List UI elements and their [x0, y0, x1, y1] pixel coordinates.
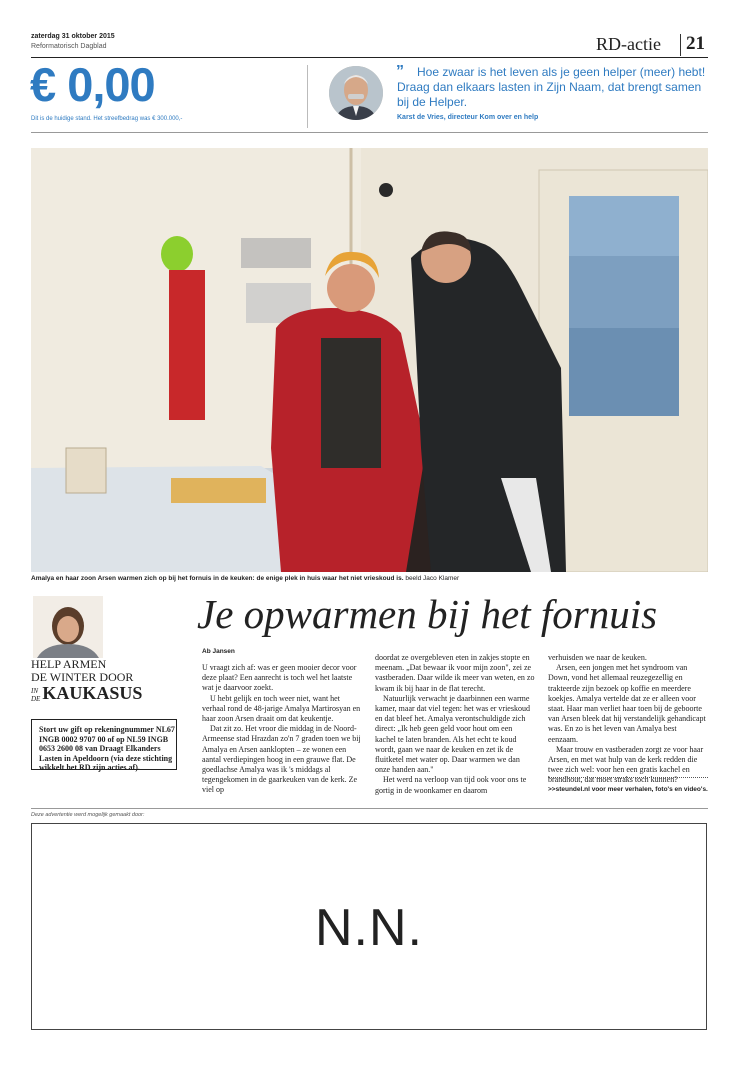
- donation-box: Stort uw gift op rekeningnummer NL67 INGB 0002 9707 00 of op NL59 INGB 0653 2600 08 van Draagt Elkanders Lasten in Apeldoorn (via deze stichting wikkelt het RD zijn acties af).: [31, 719, 177, 770]
- pull-quote: Hoe zwaar is het leven als je geen helper (meer) hebt! Draag dan elkaars lasten in Zijn Naam, dat brengt samen bij de Helper.: [397, 65, 706, 109]
- photo-caption: [31, 575, 459, 582]
- article-column-2: [375, 653, 535, 796]
- paragraph: U vraagt zich af: was er geen mooier decor voor deze plaat? Een aanrecht is toch wel het laatste wat je daarvoor zoekt.: [202, 663, 357, 693]
- photo-credit: beeld Jaco Klamer: [405, 575, 460, 582]
- campaign-in-de: [31, 687, 40, 703]
- dotted-divider: [548, 777, 708, 778]
- campaign-line-2: DE WINTER DOOR: [31, 670, 134, 684]
- page-number: 21: [686, 33, 705, 54]
- ad-rule: [31, 808, 708, 809]
- ad-note: Deze advertentie werd mogelijk gemaakt door:: [31, 812, 145, 818]
- quote-mark-icon: ”: [396, 63, 404, 80]
- caption-text: Amalya en haar zoon Arsen warmen zich op bij het fornuis in de keuken: de enige plek in huis waar het niet vrieskoud is.: [31, 575, 404, 582]
- sponsor-name: N.N.: [315, 899, 423, 957]
- banner-divider: [307, 65, 308, 128]
- campaign-in: IN: [31, 686, 38, 695]
- paragraph: Maar trouw en vastberaden zorgt ze voor haar Arsen, en met wat hulp van de kerk redden die twee zich wel: voor hen een gratis kachel en brandhout, dat moet straks toch kunnen?: [548, 744, 704, 785]
- paragraph: doordat ze overgebleven eten in zakjes stopte en meenam. „Dat bewaar ik voor mijn zoon", zei ze vastberaden. Daar wilde ik meer van weten, en zo kwam ik bij haar in de flat terecht.: [375, 653, 535, 693]
- campaign-region: KAUKASUS: [42, 683, 143, 703]
- campaign-de: DE: [31, 694, 41, 703]
- paragraph: Arsen, een jongen met het syndroom van Down, vond het allemaal reuzegezellig en trakteerde zijn bezoek op koffie en meerdere koekjes. Amalya vertelde dat ze er alleen voor staat. Haar man verliet haar toen bij de geboorte van Arsen bleek dat hij verstandelijk gehandicapt was. En zo is het leven van Amalya best eenzaam.: [548, 663, 706, 744]
- article-column-1: [202, 663, 362, 796]
- article-column-3: [548, 653, 708, 786]
- fund-note: Dit is de huidige stand. Het streefbedrag was € 300.000,-: [31, 116, 183, 122]
- paragraph: U hebt gelijk en toch weer niet, want het verhaal rond de 48-jarige Amalya Martirosyan en haar zoon Arsen draait om dat keukentje.: [202, 693, 361, 724]
- newspaper-name: Reformatorisch Dagblad: [31, 43, 107, 50]
- paragraph: Het werd na verloop van tijd ook voor ons te gortig in de woonkamer en daarom: [375, 775, 527, 795]
- fund-amount: € 0,00: [30, 58, 155, 111]
- banner-rule: [31, 132, 708, 133]
- section-title: RD-actie: [596, 34, 661, 54]
- campaign-line-1: HELP ARMEN: [31, 657, 107, 671]
- paragraph: verhuisden we naar de keuken.: [548, 653, 647, 662]
- header-divider: [680, 34, 681, 56]
- campaign-region-line: [31, 684, 142, 703]
- paragraph: Dat zit zo. Het vroor die middag in de Noord-Armeense stad Hrazdan zo'n 7 graden toen we bij Amalya en Arsen aanklopten – ze wonen een aantal verdiepingen hoog in een grauwe flat. De goedlachse Amalya was ik 's middags al tegengekomen in de gaarkeuken van de kerk. Ze viel op: [202, 724, 361, 795]
- paragraph: Natuurlijk verwacht je daarbinnen een warme kamer, maar dat viel tegen: het was er vrieskoud en dat bleef het. Amalya verontschuldigde zich direct: „Ik heb geen geld voor hout om een kachel te laten branden. Als het echt te koud wordt, gaan we naar de keuken en zet ik de fluitketel met water op. Daar warmen we dan onze handen aan.": [375, 693, 530, 775]
- campaign-title: [31, 658, 133, 684]
- issue-date: zaterdag 31 oktober 2015: [31, 33, 115, 40]
- main-photo: [31, 148, 708, 572]
- quote-author: Karst de Vries, directeur Kom over en help: [397, 114, 539, 121]
- campaign-photo: [33, 596, 103, 658]
- author-portrait: [329, 66, 383, 120]
- more-link[interactable]: >>steundel.nl voor meer verhalen, foto's en video's.: [548, 786, 708, 793]
- article-headline: Je opwarmen bij het fornuis: [197, 591, 658, 637]
- article-byline: Ab Jansen: [202, 648, 235, 655]
